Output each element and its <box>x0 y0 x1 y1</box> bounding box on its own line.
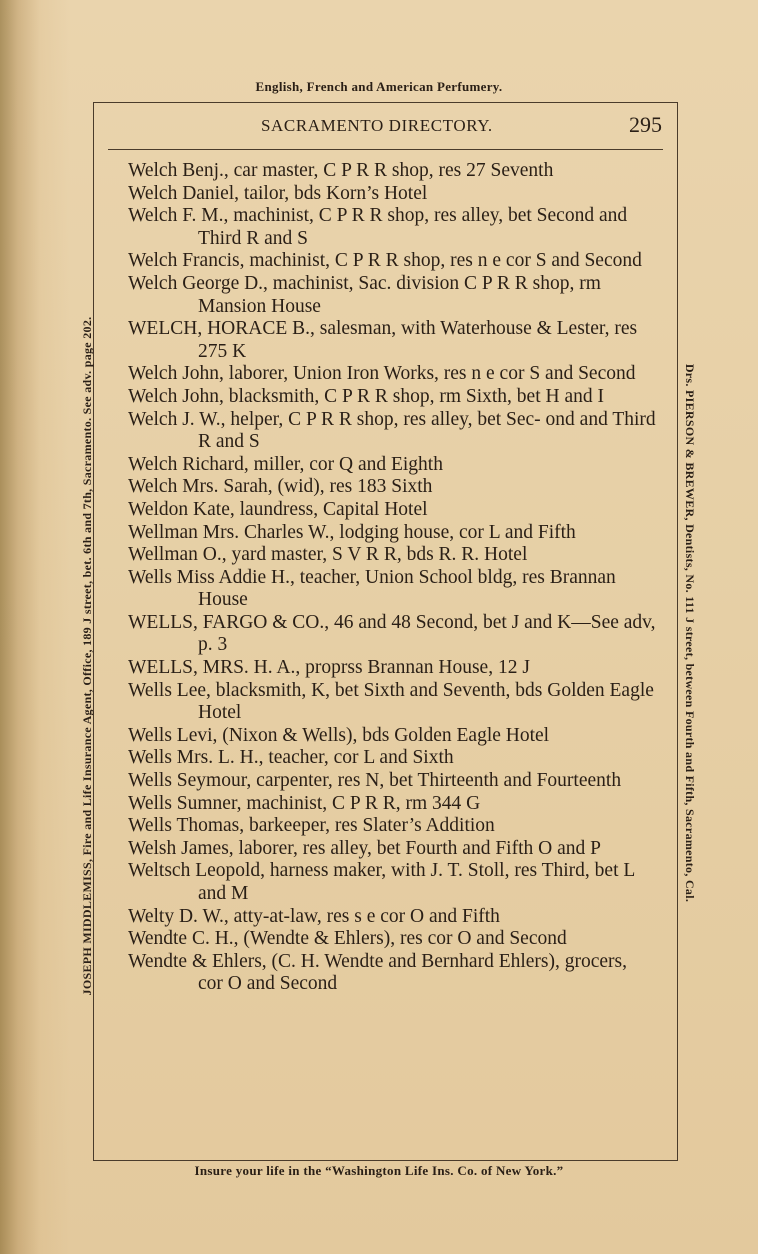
directory-entry: Welty D. W., atty-at-law, res s e cor O and Fifth <box>128 905 500 927</box>
directory-entry: Welch John, laborer, Union Iron Works, res n e cor S and Second <box>128 363 636 385</box>
directory-entry: Welsh James, laborer, res alley, bet Fourth and Fifth O and P <box>128 837 601 859</box>
right-margin-advertisement: Drs. PIERSON & BREWER, Dentists, No. 111 J street, between Fourth and Fifth, Sacramento, Cal. <box>683 363 697 903</box>
directory-entry: Weldon Kate, laundress, Capital Hotel <box>128 498 428 520</box>
directory-entry: Welch George D., machinist, Sac. division C P R R shop, rm Mansion House <box>128 272 601 317</box>
directory-entry: Wells Levi, (Nixon & Wells), bds Golden Eagle Hotel <box>128 724 550 746</box>
directory-entry: Welch John, blacksmith, C P R R shop, rm Sixth, bet H and I <box>128 385 604 407</box>
directory-entry: Welch J. W., helper, C P R R shop, res alley, bet Sec- ond and Third R and S <box>128 408 656 453</box>
directory-entry: Welch Benj., car master, C P R R shop, res 27 Seventh <box>128 160 554 181</box>
directory-entry: Wells Lee, blacksmith, K, bet Sixth and Seventh, bds Golden Eagle Hotel <box>128 679 654 724</box>
directory-entry: Wells Mrs. L. H., teacher, cor L and Sixth <box>128 747 454 769</box>
directory-entry: Wells Sumner, machinist, C P R R, rm 344 G <box>128 792 481 814</box>
directory-entry: Wendte & Ehlers, (C. H. Wendte and Bernhard Ehlers), grocers, cor O and Second <box>128 950 628 995</box>
directory-entry: Wellman Mrs. Charles W., lodging house, cor L and Fifth <box>128 521 576 543</box>
directory-entries <box>128 160 656 996</box>
directory-entry: Wellman O., yard master, S V R R, bds R. R. Hotel <box>128 544 528 566</box>
directory-entry: Weltsch Leopold, harness maker, with J. T. Stoll, res Third, bet L and M <box>128 860 635 904</box>
page-number: 295 <box>629 112 662 137</box>
header-rule <box>108 149 663 150</box>
directory-entry: Wells Seymour, carpenter, res N, bet Thirteenth and Fourteenth <box>128 770 622 792</box>
directory-entry: Welch F. M., machinist, C P R R shop, res alley, bet Second and Third R and S <box>128 205 628 249</box>
directory-entry: WELLS, FARGO & CO., 46 and 48 Second, bet J and K—See adv, p. 3 <box>128 611 656 656</box>
page-header <box>93 112 676 146</box>
directory-entry: Welch Francis, machinist, C P R R shop, res n e cor S and Second <box>128 250 642 272</box>
top-advertisement: English, French and American Perfumery. <box>255 79 503 94</box>
bottom-advertisement: Insure your life in the “Washington Life Ins. Co. of New York.” <box>194 1163 564 1178</box>
directory-entry: Welch Mrs. Sarah, (wid), res 183 Sixth <box>128 476 433 498</box>
running-title: SACRAMENTO DIRECTORY. <box>261 116 493 135</box>
directory-entry: Wendte C. H., (Wendte & Ehlers), res cor O and Second <box>128 928 567 950</box>
directory-entry: Welch Richard, miller, cor Q and Eighth <box>128 453 443 475</box>
directory-entry: Wells Thomas, barkeeper, res Slater’s Addition <box>128 815 495 837</box>
left-margin-advertisement: JOSEPH MIDDLEMISS, Fire and Life Insurance Agent, Office, 189 J street, bet. 6th and 7th, Sacramento. See adv. page 202. <box>80 316 94 996</box>
directory-entry: WELCH, HORACE B., salesman, with Waterhouse & Lester, res 275 K <box>128 318 638 362</box>
directory-entry: Wells Miss Addie H., teacher, Union School bldg, res Brannan House <box>128 566 616 611</box>
directory-entry: WELLS, MRS. H. A., proprss Brannan House, 12 J <box>128 657 530 679</box>
directory-entry: Welch Daniel, tailor, bds Korn’s Hotel <box>128 182 428 204</box>
